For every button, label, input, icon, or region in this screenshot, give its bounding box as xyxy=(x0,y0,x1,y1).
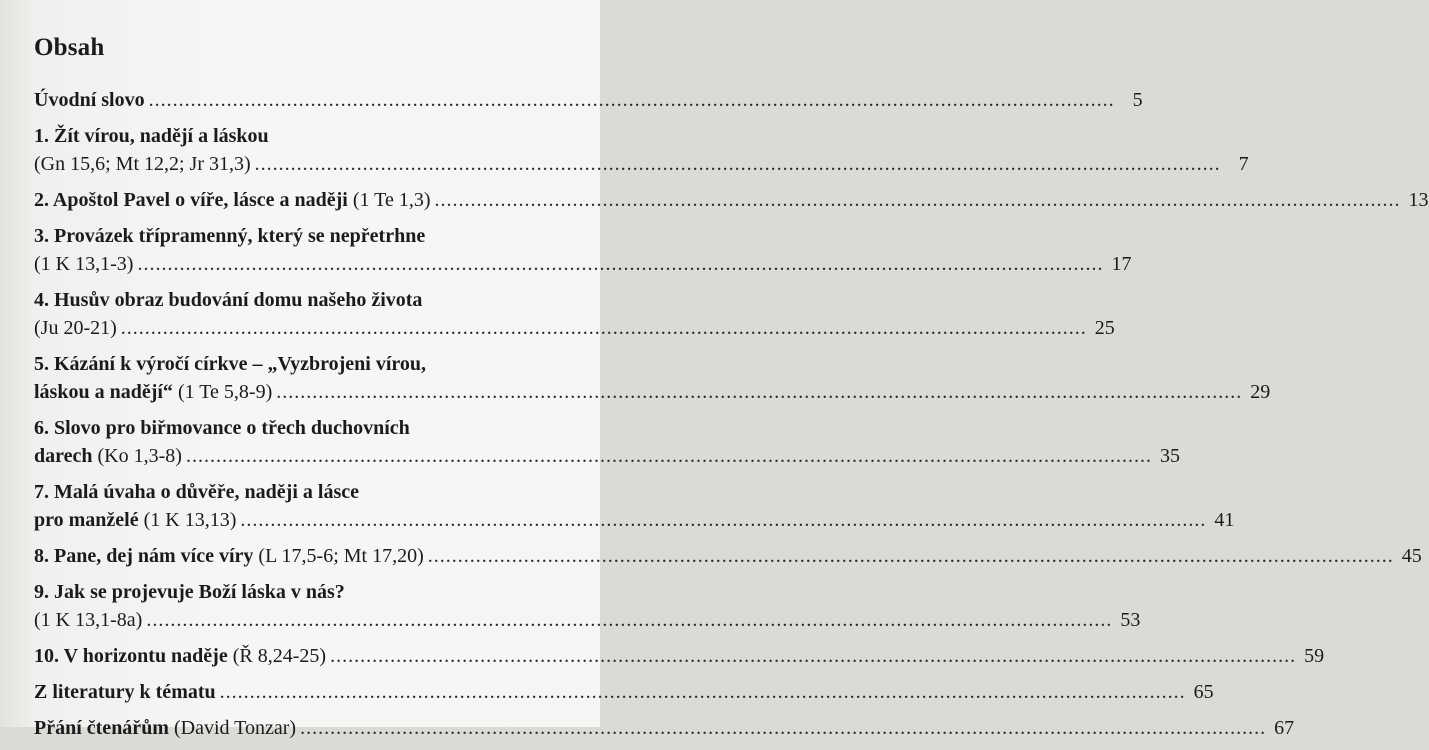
page-number: 59 xyxy=(1304,645,1325,667)
toc-entry-wishes[interactable] xyxy=(34,714,1295,742)
bible-reference xyxy=(348,186,431,214)
entry-title: 6. Slovo pro biřmovance o třech duchovních xyxy=(34,417,410,439)
toc-entry-chapter-3[interactable] xyxy=(34,222,1132,278)
bible-reference xyxy=(253,542,423,570)
entry-title: 1. Žít vírou, nadějí a láskou xyxy=(34,125,269,147)
entry-title-continued: pro manželé xyxy=(34,509,139,531)
entry-title-continued: láskou a nadějí“ xyxy=(34,381,173,403)
entry-title-continued: darech xyxy=(34,445,93,467)
toc-line xyxy=(34,150,1249,178)
page-number: 53 xyxy=(1120,609,1141,631)
bible-reference: (Gn 15,6; Mt 12,2; Jr 31,3) xyxy=(34,153,251,175)
dot-leader xyxy=(435,186,1401,214)
author-reference xyxy=(169,714,296,742)
dot-leader xyxy=(149,86,1115,114)
dot-leader xyxy=(276,378,1242,406)
bible-reference xyxy=(93,442,182,470)
dot-leader xyxy=(137,250,1103,278)
toc-line xyxy=(34,478,559,506)
entry-title: 5. Kázání k výročí církve – „Vyzbrojeni vírou, xyxy=(34,353,427,375)
toc-line xyxy=(34,222,559,250)
entry-title: 7. Malá úvaha o důvěře, naději a lásce xyxy=(34,481,359,503)
toc-entry-chapter-4[interactable] xyxy=(34,286,1115,342)
bible-reference: (Ju 20-21) xyxy=(34,317,117,339)
dot-leader xyxy=(300,714,1266,742)
page-number: 13 xyxy=(1408,189,1429,211)
toc-line xyxy=(34,250,1132,278)
dot-leader xyxy=(186,442,1152,470)
toc-line xyxy=(34,350,559,378)
bible-reference xyxy=(228,642,326,670)
bible-reference-text: (Ko 1,3-8) xyxy=(97,445,182,467)
page-number: 7 xyxy=(1238,153,1249,175)
dot-leader xyxy=(146,606,1112,634)
page-number: 5 xyxy=(1132,89,1143,111)
bible-reference: (1 K 13,1-3) xyxy=(34,253,134,275)
entry-title: 2. Apoštol Pavel o víře, lásce a naději xyxy=(34,189,348,211)
page-number: 67 xyxy=(1274,717,1295,739)
toc-entry-chapter-7[interactable] xyxy=(34,478,1235,534)
dot-leader xyxy=(121,314,1087,342)
bible-reference-text: (L 17,5-6; Mt 17,20) xyxy=(258,545,424,567)
toc-entry-chapter-2[interactable] xyxy=(34,186,1429,214)
toc-line xyxy=(34,506,1235,534)
toc-line xyxy=(34,378,1271,406)
toc-entry-literature[interactable] xyxy=(34,678,1214,706)
toc-line xyxy=(34,86,1143,114)
page-number: 35 xyxy=(1159,445,1180,467)
toc-line xyxy=(34,186,1429,214)
page-number: 41 xyxy=(1214,509,1235,531)
toc-entry-chapter-10[interactable] xyxy=(34,642,1325,670)
page-number: 45 xyxy=(1401,545,1422,567)
toc-line xyxy=(34,678,1214,706)
dot-leader xyxy=(220,678,1186,706)
entry-title: Úvodní slovo xyxy=(34,89,145,111)
toc-entry-chapter-1[interactable] xyxy=(34,122,1249,178)
entry-title: Přání čtenářům xyxy=(34,717,169,739)
entry-title: 3. Provázek třípramenný, který se nepřetrhne xyxy=(34,225,426,247)
toc-line xyxy=(34,542,1422,570)
toc-list xyxy=(34,86,1429,750)
toc-line xyxy=(34,286,559,314)
bible-reference-text: (1 K 13,13) xyxy=(143,509,237,531)
toc-entry-foreword[interactable] xyxy=(34,86,1143,114)
toc-line xyxy=(34,642,1325,670)
bible-reference-text: (1 Te 5,8-9) xyxy=(177,381,273,403)
bible-reference-text: (1 Te 1,3) xyxy=(352,189,431,211)
toc-line xyxy=(34,414,559,442)
page-number: 29 xyxy=(1250,381,1271,403)
toc-line xyxy=(34,122,559,150)
bible-reference xyxy=(173,378,272,406)
page-number: 17 xyxy=(1111,253,1132,275)
toc-entry-chapter-8[interactable] xyxy=(34,542,1422,570)
page-number: 65 xyxy=(1193,681,1214,703)
toc-entry-chapter-5[interactable] xyxy=(34,350,1271,406)
bible-reference xyxy=(139,506,237,534)
entry-title: 9. Jak se projevuje Boží láska v nás? xyxy=(34,581,345,603)
dot-leader xyxy=(428,542,1394,570)
entry-title: 4. Husův obraz budování domu našeho života xyxy=(34,289,423,311)
toc-line xyxy=(34,714,1295,742)
entry-title: 8. Pane, dej nám více víry xyxy=(34,545,254,567)
toc-line xyxy=(34,314,1115,342)
page-number: 25 xyxy=(1094,317,1115,339)
dot-leader xyxy=(240,506,1206,534)
author-name: (David Tonzar) xyxy=(173,717,297,739)
toc-line xyxy=(34,578,559,606)
toc-entry-chapter-9[interactable] xyxy=(34,578,1141,634)
bible-reference-text: (Ř 8,24-25) xyxy=(232,645,327,667)
toc-entry-chapter-6[interactable] xyxy=(34,414,1180,470)
dot-leader xyxy=(255,150,1221,178)
toc-line xyxy=(34,442,1180,470)
entry-title: 10. V horizontu naděje xyxy=(34,645,228,667)
toc-line xyxy=(34,606,1141,634)
entry-title: Z literatury k tématu xyxy=(34,681,216,703)
bible-reference: (1 K 13,1-8a) xyxy=(34,609,143,631)
page-title: Obsah xyxy=(34,34,105,61)
dot-leader xyxy=(330,642,1296,670)
